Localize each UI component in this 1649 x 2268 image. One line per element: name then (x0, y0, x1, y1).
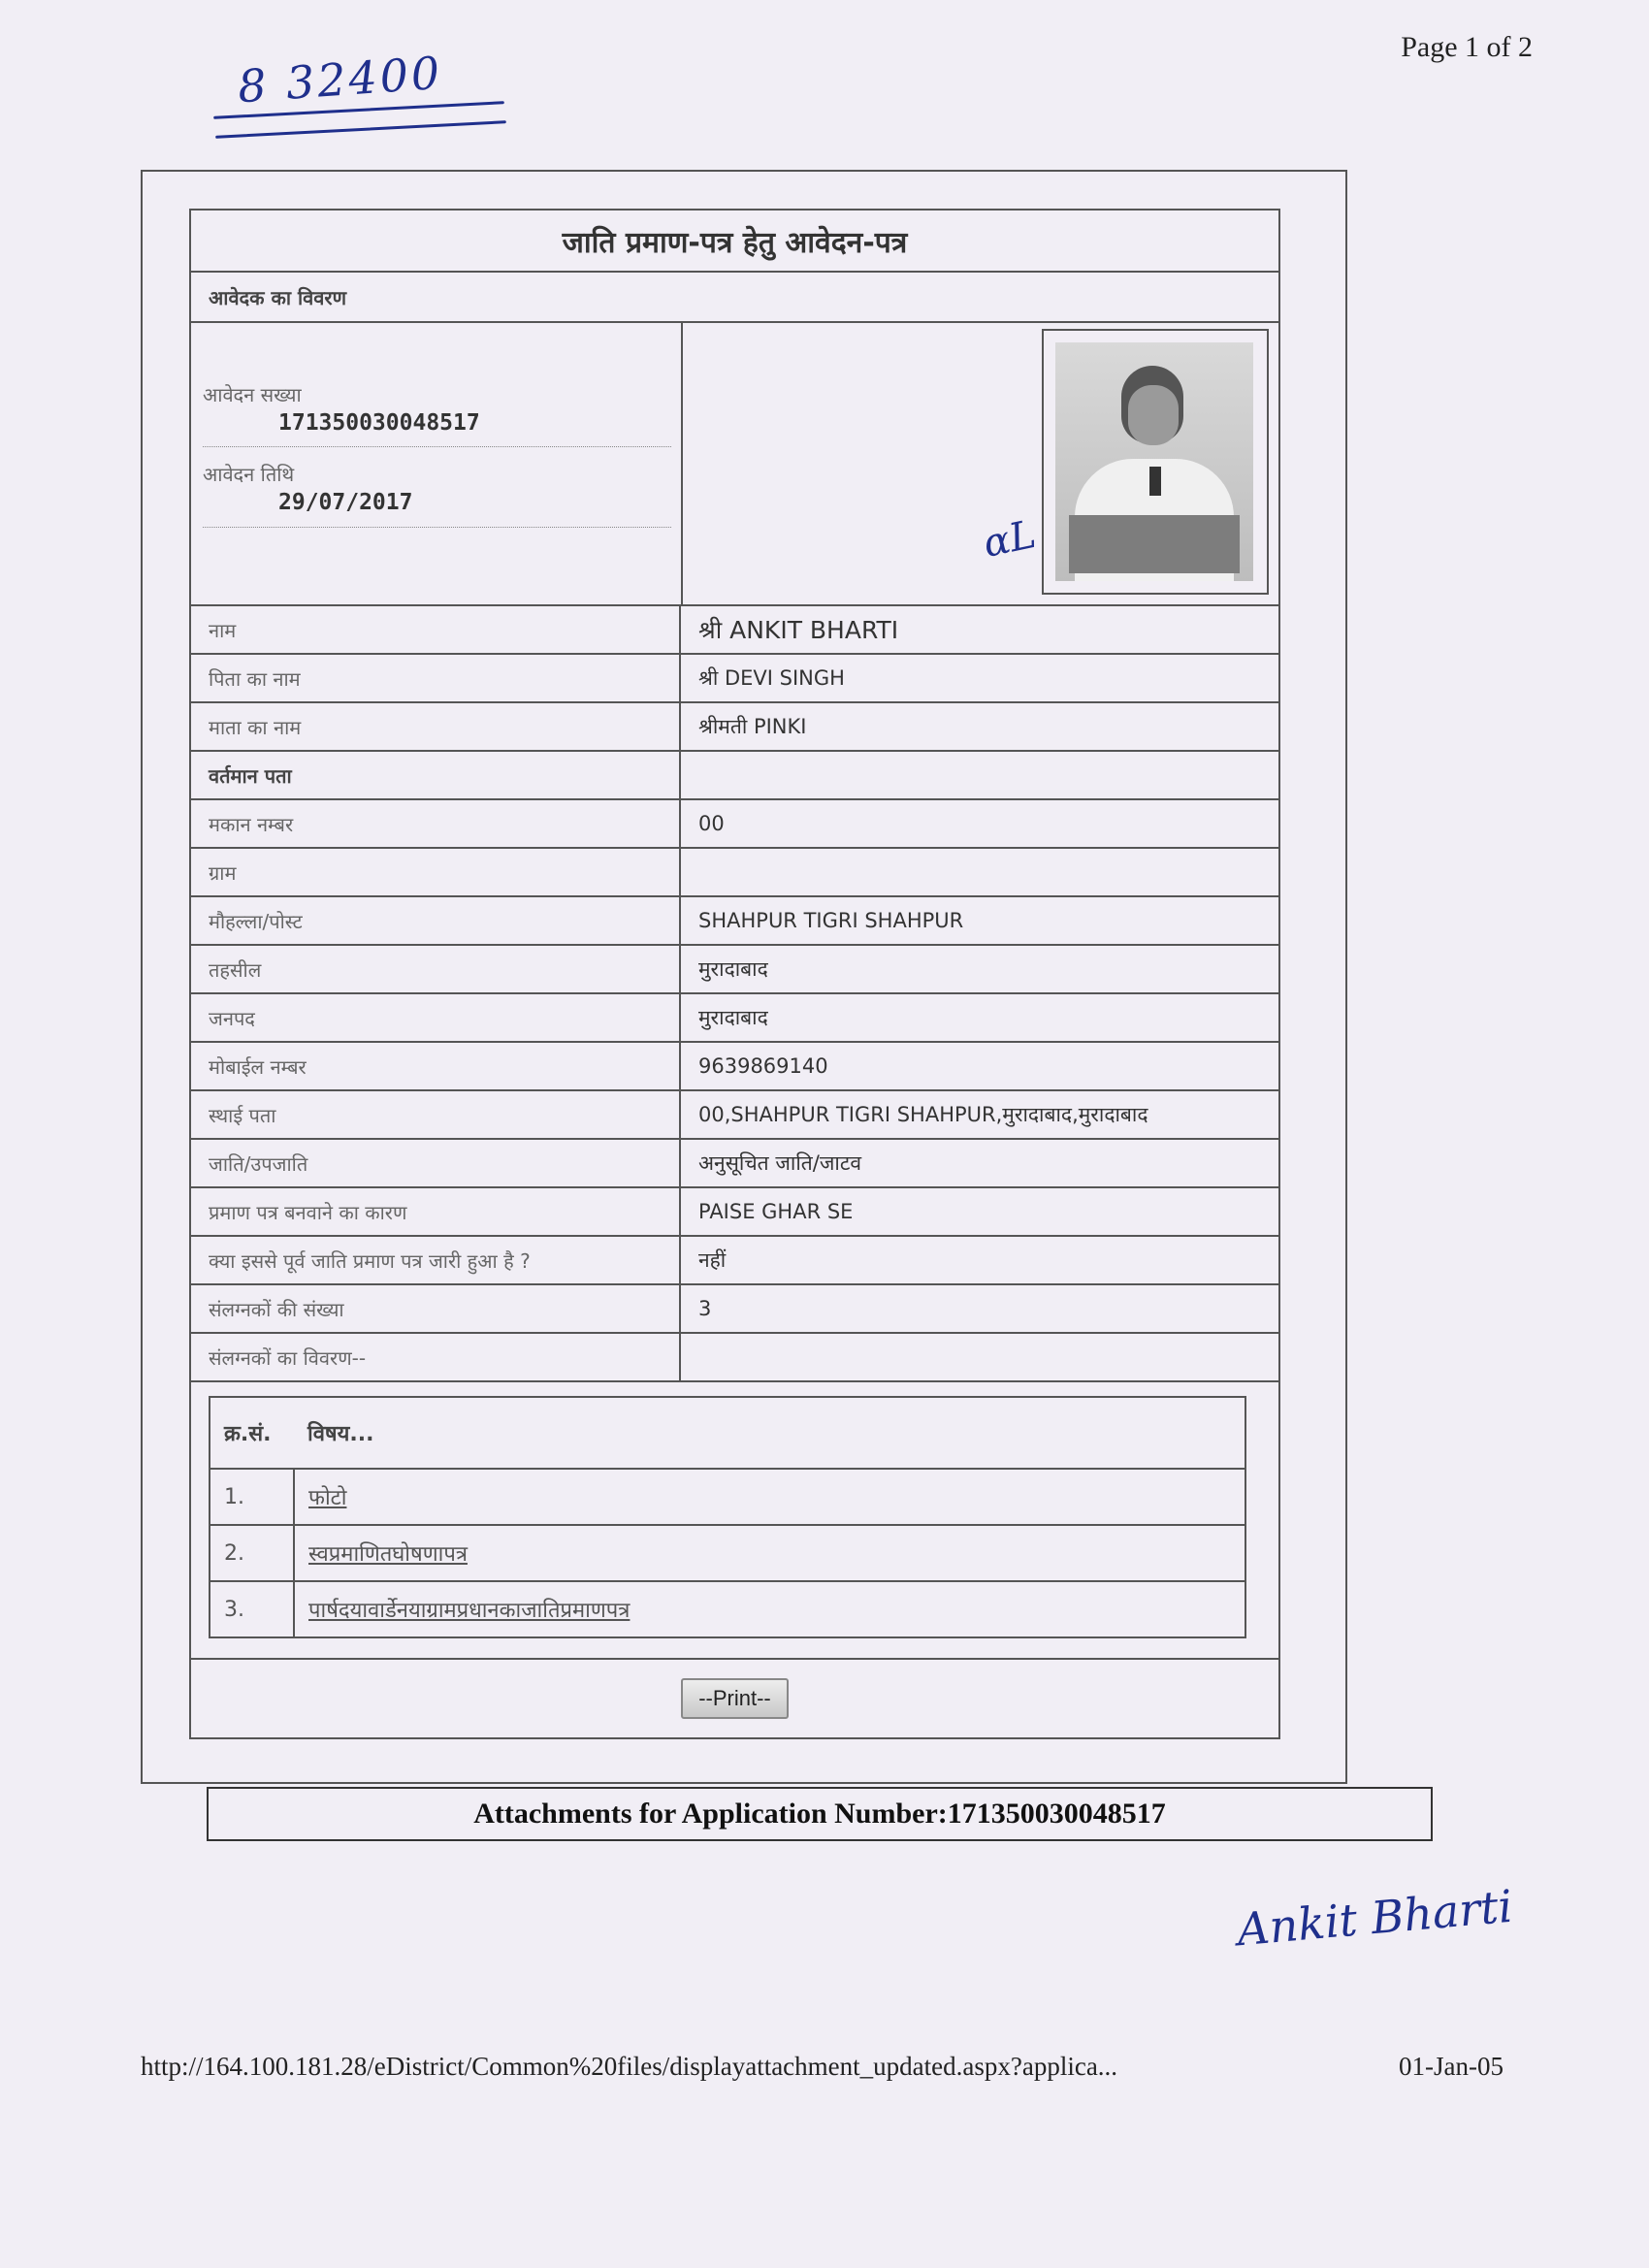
column-header-subject: विषय... (294, 1397, 1245, 1469)
field-label: नाम (191, 606, 681, 653)
row-mobile (189, 1043, 1280, 1091)
footer-url: http://164.100.181.28/eDistrict/Common%20files/displayattachment_updated.aspx?applica... (141, 2052, 1118, 2081)
attachment-link[interactable]: फोटो (308, 1486, 347, 1510)
section-heading: आवेदक का विवरण (189, 273, 1280, 323)
column-header-serial: क्र.सं. (210, 1397, 294, 1469)
field-label: तहसील (191, 946, 681, 992)
field-value: 3 (698, 1297, 712, 1320)
photo-tie (1149, 467, 1161, 496)
applicant-photo (1055, 342, 1253, 581)
field-value: PAISE GHAR SE (698, 1200, 854, 1223)
field-value: मुरादाबाद (698, 957, 768, 981)
field-label: स्थाई पता (191, 1091, 681, 1138)
field-label: जनपद (191, 994, 681, 1041)
table-header (210, 1397, 1245, 1469)
table-row (210, 1525, 1245, 1581)
field-value: SHAHPUR TIGRI SHAHPUR (698, 909, 964, 932)
table-row (210, 1581, 1245, 1637)
field-value: श्रीमती PINKI (698, 715, 807, 738)
field-value: श्री ANKIT BHARTI (698, 616, 899, 644)
field-label: मौहल्ला/पोस्ट (191, 897, 681, 944)
field-label: जाति/उपजाति (191, 1140, 681, 1186)
field-label: मोबाईल नम्बर (191, 1043, 681, 1089)
print-button[interactable]: --Print-- (681, 1678, 789, 1719)
row-village (189, 849, 1280, 897)
field-value: नहीं (698, 1248, 727, 1272)
page-header: Page 1 of 2 (1401, 31, 1533, 63)
row-permanent-address (189, 1091, 1280, 1140)
table-row (210, 1469, 1245, 1525)
row-district (189, 994, 1280, 1043)
print-row (189, 1660, 1280, 1739)
field-label: वर्तमान पता (191, 752, 681, 798)
row-mother-name (189, 703, 1280, 752)
application-form (189, 209, 1280, 1739)
field-label: प्रमाण पत्र बनवाने का कारण (191, 1188, 681, 1235)
field-value: अनुसूचित जाति/जाटव (698, 1151, 862, 1175)
page-footer (141, 2052, 1504, 2082)
field-value: 9639869140 (698, 1054, 828, 1078)
row-previous-certificate (189, 1237, 1280, 1285)
divider (203, 446, 671, 447)
row-house-number (189, 800, 1280, 849)
row-attachment-count (189, 1285, 1280, 1334)
signature: Ankit Bharti (1235, 1879, 1515, 1957)
application-number-label: आवेदन सख्या (203, 383, 302, 406)
field-label: क्या इससे पूर्व जाति प्रमाण पत्र जारी हुआ है ? (191, 1237, 681, 1283)
attachments-container (189, 1382, 1280, 1660)
handwritten-underline (215, 120, 506, 139)
serial-cell: 2. (210, 1525, 294, 1581)
row-caste (189, 1140, 1280, 1188)
field-value: मुरादाबाद (698, 1006, 768, 1029)
field-value (681, 1334, 1278, 1380)
attachment-link[interactable]: स्वप्रमाणितघोषणापत्र (308, 1542, 468, 1567)
applicant-photo-frame (1042, 329, 1269, 595)
field-value (681, 849, 1278, 895)
row-attachment-details (189, 1334, 1280, 1382)
field-value: 00,SHAHPUR TIGRI SHAHPUR,मुरादाबाद,मुरादाबाद (698, 1103, 1148, 1126)
row-name (189, 606, 1280, 655)
form-title: जाति प्रमाण-पत्र हेतु आवेदन-पत्र (189, 209, 1280, 273)
application-info-block (189, 323, 1280, 606)
serial-cell: 1. (210, 1469, 294, 1525)
divider (203, 527, 671, 528)
application-meta (191, 323, 683, 604)
field-label: पिता का नाम (191, 655, 681, 701)
field-value: श्री DEVI SINGH (698, 666, 845, 690)
photo-cell (683, 323, 1278, 604)
attachments-heading: Attachments for Application Number:171350030048517 (207, 1787, 1433, 1841)
row-locality (189, 897, 1280, 946)
photo-board (1069, 515, 1240, 573)
row-tehsil (189, 946, 1280, 994)
handwritten-number: 8 32400 (236, 46, 444, 113)
field-label: माता का नाम (191, 703, 681, 750)
application-number: 171350030048517 (278, 410, 480, 436)
field-label: संलग्नकों का विवरण-- (191, 1334, 681, 1380)
application-date: 29/07/2017 (278, 490, 413, 515)
handwritten-initials: αL (979, 511, 1040, 567)
field-label: मकान नम्बर (191, 800, 681, 847)
row-reason (189, 1188, 1280, 1237)
field-value: 00 (698, 812, 725, 835)
application-date-label: आवेदन तिथि (203, 463, 295, 486)
field-value (681, 752, 1278, 798)
photo-face (1128, 385, 1179, 445)
field-label: ग्राम (191, 849, 681, 895)
footer-date: 01-Jan-05 (1399, 2052, 1504, 2081)
row-father-name (189, 655, 1280, 703)
field-label: संलग्नकों की संख्या (191, 1285, 681, 1332)
attachments-table (209, 1396, 1246, 1638)
serial-cell: 3. (210, 1581, 294, 1637)
attachment-link[interactable]: पार्षदयावार्डेनयाग्रामप्रधानकाजातिप्रमाणपत्र (308, 1599, 630, 1623)
row-current-address (189, 752, 1280, 800)
